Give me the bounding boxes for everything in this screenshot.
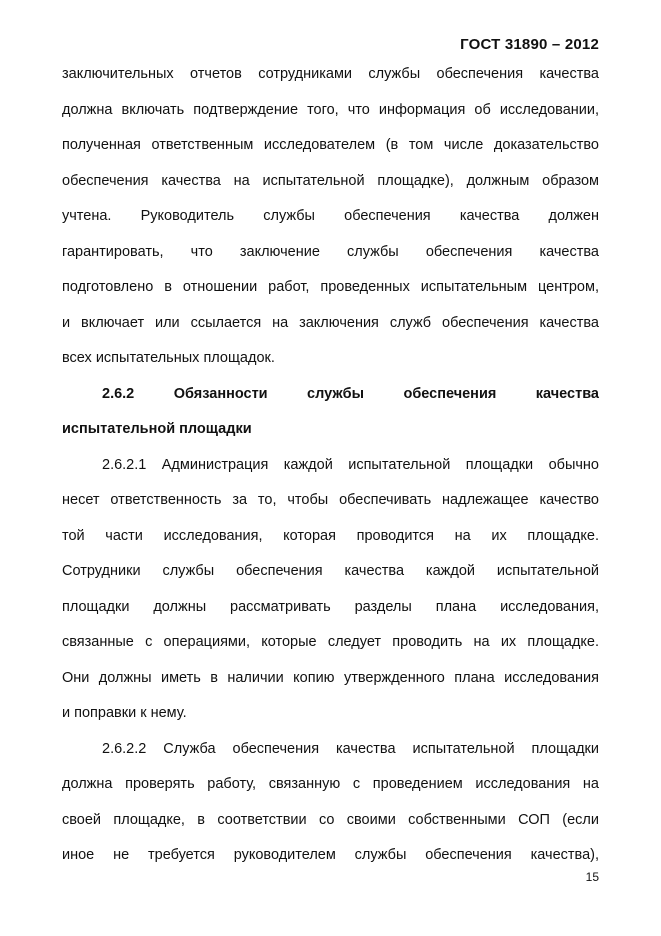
text-line: испытательной площадки <box>62 421 252 437</box>
text-line: учтена. Руководитель службы обеспечения качества должен <box>62 208 599 224</box>
text-line: Сотрудники службы обеспечения качества каждой испытательной <box>62 563 599 579</box>
text-line: всех испытательных площадок. <box>62 350 275 366</box>
text-line: заключительных отчетов сотрудниками службы обеспечения качества <box>62 66 599 82</box>
document-code: ГОСТ 31890 – 2012 <box>460 36 599 53</box>
text-line: своей площадке, в соответствии со своими собственными СОП (если <box>62 811 599 828</box>
page-number: 15 <box>585 870 599 884</box>
text-line: и включает или ссылается на заключения служб обеспечения качества <box>62 314 599 331</box>
text-line: 2.6.2.2 Служба обеспечения качества испытательной площадки <box>102 740 599 757</box>
text-line: несет ответственность за то, чтобы обеспечивать надлежащее качество <box>62 492 599 508</box>
text-line: полученная ответственным исследователем (в том числе доказательство <box>62 137 599 153</box>
text-line: площадки должны рассматривать разделы плана исследования, <box>62 598 599 615</box>
text-line: обеспечения качества на испытательной площадке), должным образом <box>62 172 599 189</box>
text-line: Они должны иметь в наличии копию утвержденного плана исследования <box>62 669 599 686</box>
text-line: подготовлено в отношении работ, проведенных испытательным центром, <box>62 279 599 295</box>
text-line: 2.6.2.1 Администрация каждой испытательной площадки обычно <box>102 456 599 473</box>
text-line: должна включать подтверждение того, что информация об исследовании, <box>62 101 599 118</box>
text-line: гарантировать, что заключение службы обеспечения качества <box>62 243 599 260</box>
text-line: должна проверять работу, связанную с проведением исследования на <box>62 776 599 792</box>
text-line: 2.6.2 Обязанности службы обеспечения качества <box>102 385 599 402</box>
text-line: связанные с операциями, которые следует проводить на их площадке. <box>62 634 599 650</box>
text-line: и поправки к нему. <box>62 705 187 721</box>
text-line: той части исследования, которая проводится на их площадке. <box>62 527 599 544</box>
text-line: иное не требуется руководителем службы обеспечения качества), <box>62 847 599 863</box>
page-body-text <box>62 57 599 874</box>
